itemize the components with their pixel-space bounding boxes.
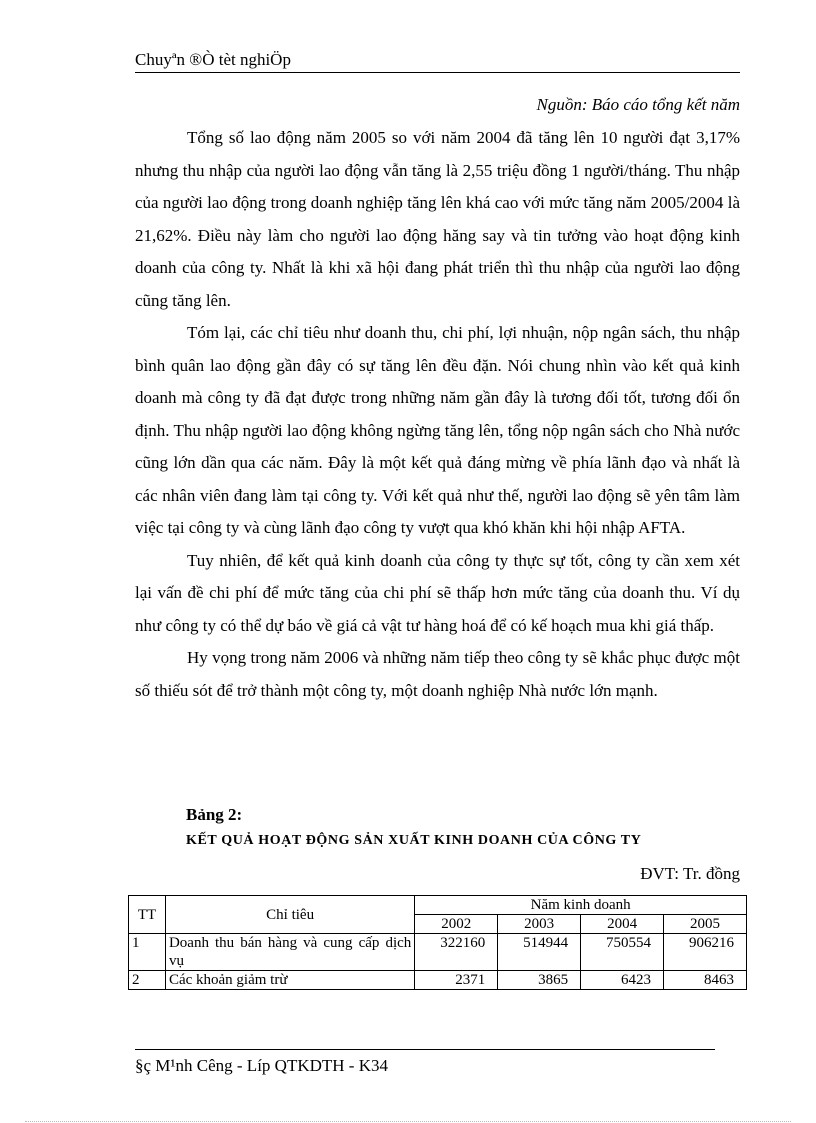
body-text [135,122,740,707]
cell-value: 750554 [581,934,664,971]
header-year: 2003 [498,915,581,934]
table-row [129,934,747,971]
header-indicator: Chỉ tiêu [165,896,414,934]
cell-value: 8463 [664,971,747,990]
page-header: Chuyªn ®Ò tèt nghiÖp [135,50,740,73]
footer-divider [135,1049,715,1050]
header-year: 2002 [415,915,498,934]
cell-value: 6423 [581,971,664,990]
table-unit: ĐVT: Tr. đồng [640,864,740,883]
header-years-group: Năm kinh doanh [415,896,747,915]
page-bottom-edge [25,1121,791,1122]
header-tt: TT [129,896,166,934]
header-year: 2005 [664,915,747,934]
source-note: Nguồn: Báo cáo tổng kết năm [536,95,740,114]
cell-value: 3865 [498,971,581,990]
cell-indicator: Doanh thu bán hàng và cung cấp dịch vụ [165,934,414,971]
table-title: KẾT QUẢ HOẠT ĐỘNG SẢN XUẤT KINH DOANH CỦA CÔNG TY [186,833,642,848]
cell-value: 2371 [415,971,498,990]
results-table [128,895,747,990]
cell-value: 322160 [415,934,498,971]
paragraph-4: Hy vọng trong năm 2006 và những năm tiếp theo công ty sẽ khắc phục được một số thiếu sót để trở thành một công ty, một doanh nghiệp Nhà nước lớn mạnh. [135,648,740,700]
table-label: Bảng 2: [186,805,243,824]
cell-value: 514944 [498,934,581,971]
table-row [129,971,747,990]
paragraph-2: Tóm lại, các chỉ tiêu như doanh thu, chi phí, lợi nhuận, nộp ngân sách, thu nhập bình quân lao động gần đây có sự tăng lên đều đặn. Nói chung nhìn vào kết quả kinh doanh mà công ty đã đạt được trong những năm gần đây là tương đối tốt, tương đối ổn định. Thu nhập người lao động không ngừng tăng lên, tổng nộp ngân sách cho Nhà nước cũng lớn dần qua các năm. Đây là một kết quả đáng mừng về phía lãnh đạo và nhất là các nhân viên đang làm tại công ty. Với kết quả như thế, người lao động sẽ yên tâm làm việc tại công ty và cùng lãnh đạo công ty vượt qua khó khăn khi hội nhập AFTA. [135,323,740,537]
cell-tt: 1 [129,934,166,971]
header-year: 2004 [581,915,664,934]
page-footer: §ç M¹nh Cêng - Líp QTKDTH - K34 [135,1056,388,1075]
paragraph-1: Tổng số lao động năm 2005 so với năm 2004 đã tăng lên 10 người đạt 3,17% nhưng thu nhập của người lao động vẫn tăng là 2,55 triệu đồng 1 người/tháng. Thu nhập của người lao động trong doanh nghiệp tăng lên khá cao với mức tăng năm 2005/2004 là 21,62%. Điều này làm cho người lao động hăng say và tin tưởng vào hoạt động kinh doanh của công ty. Nhất là khi xã hội đang phát triển thì thu nhập của người lao động cũng tăng lên. [135,128,740,310]
cell-value: 906216 [664,934,747,971]
cell-indicator: Các khoản giảm trừ [165,971,414,990]
cell-tt: 2 [129,971,166,990]
paragraph-3: Tuy nhiên, để kết quả kinh doanh của công ty thực sự tốt, công ty cần xem xét lại vấn đề chi phí để mức tăng của chi phí sẽ thấp hơn mức tăng của doanh thu. Ví dụ như công ty có thể dự báo về giá cả vật tư hàng hoá để có kế hoạch mua khi giá thấp. [135,550,740,635]
